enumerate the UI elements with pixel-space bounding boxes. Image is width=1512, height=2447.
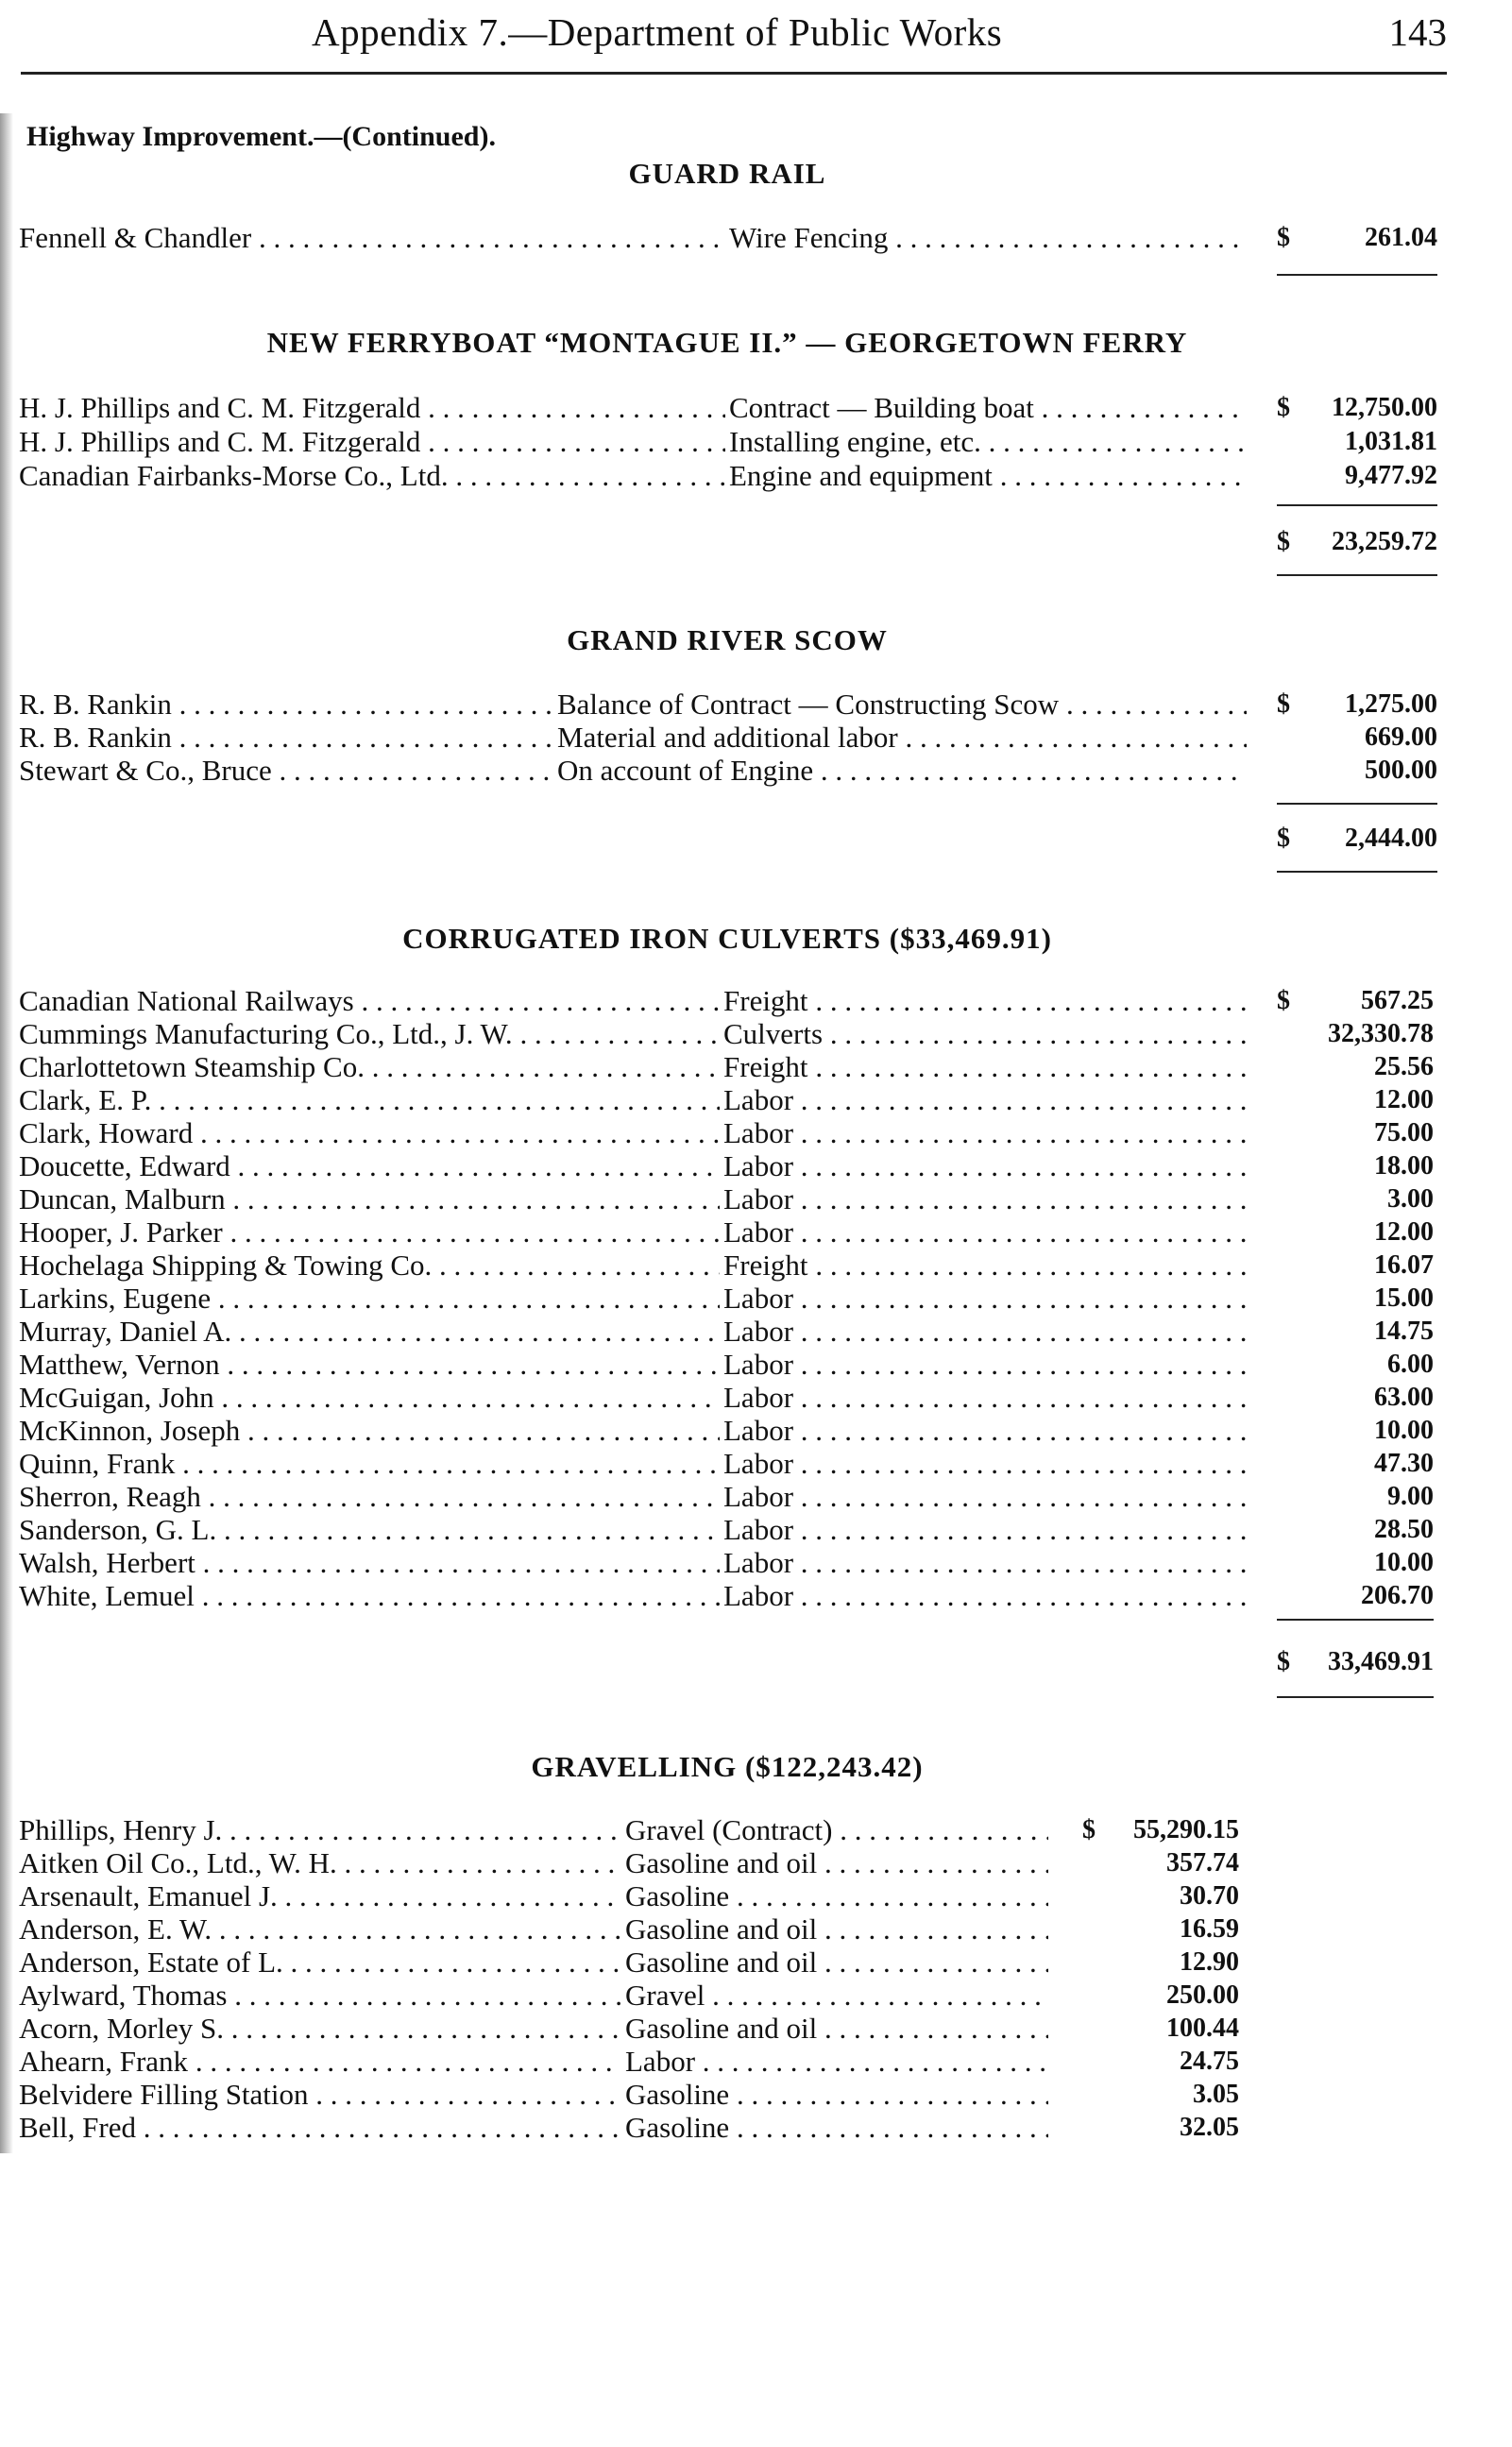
item-description: On account of Engine . . . [557, 754, 1247, 788]
dollar-sign: $ [1277, 986, 1290, 1015]
payee-name: McKinnon, Joseph . . . [19, 1414, 720, 1448]
dollar-sign: $ [1277, 393, 1290, 422]
amount: 28.50 [1374, 1515, 1434, 1544]
payee-name: R. B. Rankin . . . [19, 688, 553, 722]
amount: 14.75 [1374, 1317, 1434, 1346]
item-description: Freight . . . [723, 1249, 1247, 1283]
table-row [0, 2078, 1473, 2112]
item-description: Labor . . . [625, 2045, 1048, 2079]
ferryboat-title: NEW FERRYBOAT “MONTAGUE II.” — GEORGETOWN FERRY [266, 326, 1188, 359]
item-description: Labor . . . [723, 1116, 1247, 1150]
subtotal-rule [1277, 1619, 1434, 1621]
item-description: Gravel . . . [625, 1979, 1048, 2013]
item-description: Gasoline and oil . . . [625, 1846, 1048, 1880]
amount: 10.00 [1374, 1416, 1434, 1445]
payee-name: Clark, Howard . . . [19, 1116, 720, 1150]
table-row [0, 1879, 1473, 1913]
amount: 6.00 [1387, 1350, 1434, 1379]
table-row [0, 2012, 1473, 2046]
item-description: Contract — Building boat . . . [729, 391, 1247, 425]
total-rule [1277, 871, 1437, 873]
amount: 10.00 [1374, 1548, 1434, 1577]
table-row [0, 425, 1473, 459]
amount: 12.00 [1374, 1217, 1434, 1247]
page-header-title: Appendix 7.—Department of Public Works [312, 10, 1003, 54]
item-description: Freight . . . [723, 1050, 1247, 1084]
payee-name: Belvidere Filling Station . . . [19, 2078, 621, 2112]
payee-name: Canadian Fairbanks-Morse Co., Ltd. . . . [19, 459, 725, 493]
payee-name: White, Lemuel . . . [19, 1579, 720, 1613]
header-rule [21, 72, 1447, 75]
payee-name: Fennell & Chandler . . . [19, 221, 725, 255]
table-row [0, 1050, 1473, 1084]
amount: 9,477.92 [1345, 461, 1437, 490]
amount: 75.00 [1374, 1118, 1434, 1147]
payee-name: Canadian National Railways . . . [19, 984, 720, 1018]
item-description: Material and additional labor . . . [557, 721, 1247, 755]
subtotal-rule [1277, 803, 1437, 805]
payee-name: Quinn, Frank . . . [19, 1447, 720, 1481]
total-rule [1277, 574, 1437, 576]
section-total [1277, 1645, 1434, 1679]
amount: 47.30 [1374, 1449, 1434, 1478]
amount: 567.25 [1361, 986, 1434, 1015]
table-row [0, 1149, 1473, 1183]
amount: 32,330.78 [1328, 1019, 1434, 1048]
amount: 357.74 [1166, 1848, 1239, 1878]
table-row [0, 1480, 1473, 1514]
item-description: Labor . . . [723, 1083, 1247, 1117]
table-row [0, 721, 1473, 755]
table-row [0, 1017, 1473, 1051]
table-row [0, 688, 1473, 722]
amount: 25.56 [1374, 1052, 1434, 1081]
table-row [0, 1381, 1473, 1415]
payee-name: Sanderson, G. L. . . . [19, 1513, 720, 1547]
payee-name: R. B. Rankin . . . [19, 721, 553, 755]
table-row [0, 1946, 1473, 1980]
item-description: Gasoline . . . [625, 1879, 1048, 1913]
table-row [0, 221, 1473, 255]
table-row [0, 2111, 1473, 2145]
payee-name: Larkins, Eugene . . . [19, 1282, 720, 1316]
payee-name: Clark, E. P. . . . [19, 1083, 720, 1117]
total-amount: 23,259.72 [1332, 527, 1437, 556]
table-row [0, 1083, 1473, 1117]
amount: 18.00 [1374, 1151, 1434, 1181]
item-description: Gasoline . . . [625, 2078, 1048, 2112]
section-label: Highway Improvement.—(Continued). [26, 121, 496, 152]
item-description: Balance of Contract — Constructing Scow . . . [557, 688, 1247, 722]
payee-name: McGuigan, John . . . [19, 1381, 720, 1415]
payee-name: Ahearn, Frank . . . [19, 2045, 621, 2079]
amount: 12,750.00 [1332, 393, 1437, 422]
payee-name: Aylward, Thomas . . . [19, 1979, 621, 2013]
item-description: Labor . . . [723, 1414, 1247, 1448]
amount: 100.44 [1166, 2014, 1239, 2043]
amount: 15.00 [1374, 1283, 1434, 1313]
amount: 250.00 [1166, 1980, 1239, 2010]
item-description: Labor . . . [723, 1579, 1247, 1613]
amount: 12.00 [1374, 1085, 1434, 1114]
payee-name: Murray, Daniel A. . . . [19, 1315, 720, 1349]
table-row [0, 1182, 1473, 1216]
payee-name: Stewart & Co., Bruce . . . [19, 754, 553, 788]
item-description: Labor . . . [723, 1149, 1247, 1183]
section-total [1277, 525, 1437, 559]
payee-name: Duncan, Malburn . . . [19, 1182, 720, 1216]
payee-name: H. J. Phillips and C. M. Fitzgerald . . . [19, 391, 725, 425]
amount: 12.90 [1180, 1947, 1239, 1977]
gravelling-title: GRAVELLING ($122,243.42) [531, 1750, 924, 1783]
item-description: Labor . . . [723, 1546, 1247, 1580]
amount: 1,275.00 [1345, 689, 1437, 719]
table-row [0, 1813, 1473, 1847]
table-row [0, 1447, 1473, 1481]
total-amount: 2,444.00 [1345, 824, 1437, 853]
dollar-sign: $ [1277, 223, 1290, 252]
table-row [0, 984, 1473, 1018]
item-description: Gasoline and oil . . . [625, 1912, 1048, 1946]
payee-name: Aitken Oil Co., Ltd., W. H. . . . [19, 1846, 621, 1880]
item-description: Labor . . . [723, 1215, 1247, 1249]
payee-name: Hooper, J. Parker . . . [19, 1215, 720, 1249]
section-total [1277, 822, 1437, 856]
payee-name: Charlottetown Steamship Co. . . . [19, 1050, 720, 1084]
payee-name: Anderson, Estate of L. . . . [19, 1946, 621, 1980]
amount: 16.07 [1374, 1250, 1434, 1280]
total-dollar-sign: $ [1277, 824, 1290, 853]
item-description: Labor . . . [723, 1282, 1247, 1316]
amount: 32.05 [1180, 2113, 1239, 2142]
amount: 55,290.15 [1133, 1815, 1239, 1844]
table-row [0, 1579, 1473, 1613]
amount: 669.00 [1365, 722, 1437, 752]
dollar-sign: $ [1082, 1815, 1096, 1844]
payee-name: Phillips, Henry J. . . . [19, 1813, 621, 1847]
total-dollar-sign: $ [1277, 527, 1290, 556]
dollar-sign: $ [1277, 689, 1290, 719]
payee-name: Walsh, Herbert . . . [19, 1546, 720, 1580]
table-row [0, 1513, 1473, 1547]
amount: 30.70 [1180, 1881, 1239, 1911]
item-description: Engine and equipment . . . [729, 459, 1247, 493]
payee-name: Acorn, Morley S. . . . [19, 2012, 621, 2046]
table-row [0, 1249, 1473, 1283]
amount: 261.04 [1365, 223, 1437, 252]
table-row [0, 1282, 1473, 1316]
guard-rail-title: GUARD RAIL [628, 157, 826, 190]
table-row [0, 1414, 1473, 1448]
page-number: 143 [1388, 10, 1447, 54]
item-description: Gravel (Contract) . . . [625, 1813, 1048, 1847]
item-description: Labor . . . [723, 1315, 1247, 1349]
item-description: Labor . . . [723, 1348, 1247, 1382]
total-amount: 33,469.91 [1328, 1647, 1434, 1676]
amount: 500.00 [1365, 756, 1437, 785]
payee-name: Doucette, Edward . . . [19, 1149, 720, 1183]
amount: 3.00 [1387, 1184, 1434, 1214]
amount: 63.00 [1374, 1383, 1434, 1412]
table-row [0, 1348, 1473, 1382]
item-description: Installing engine, etc. . . . [729, 425, 1247, 459]
item-description: Labor . . . [723, 1381, 1247, 1415]
table-row [0, 459, 1473, 493]
item-description: Gasoline and oil . . . [625, 1946, 1048, 1980]
payee-name: H. J. Phillips and C. M. Fitzgerald . . . [19, 425, 725, 459]
item-description: Labor . . . [723, 1480, 1247, 1514]
amount: 3.05 [1193, 2080, 1239, 2109]
subtotal-rule [1277, 274, 1437, 276]
payee-name: Anderson, E. W. . . . [19, 1912, 621, 1946]
payee-name: Bell, Fred . . . [19, 2111, 621, 2145]
item-description: Gasoline and oil . . . [625, 2012, 1048, 2046]
table-row [0, 1215, 1473, 1249]
payee-name: Cummings Manufacturing Co., Ltd., J. W. . . . [19, 1017, 720, 1051]
table-row [0, 1315, 1473, 1349]
table-row [0, 754, 1473, 788]
table-row [0, 1912, 1473, 1946]
payee-name: Sherron, Reagh . . . [19, 1480, 720, 1514]
payee-name: Arsenault, Emanuel J. . . . [19, 1879, 621, 1913]
table-row [0, 2045, 1473, 2079]
payee-name: Hochelaga Shipping & Towing Co. . . . [19, 1249, 720, 1283]
amount: 24.75 [1180, 2047, 1239, 2076]
grand-river-title: GRAND RIVER SCOW [567, 623, 888, 656]
item-description: Culverts . . . [723, 1017, 1247, 1051]
amount: 16.59 [1180, 1914, 1239, 1944]
item-description: Labor . . . [723, 1513, 1247, 1547]
subtotal-rule [1277, 504, 1437, 506]
total-rule [1277, 1696, 1434, 1698]
table-row [0, 1116, 1473, 1150]
table-row [0, 391, 1473, 425]
item-description: Labor . . . [723, 1447, 1247, 1481]
table-row [0, 1846, 1473, 1880]
culverts-title: CORRUGATED IRON CULVERTS ($33,469.91) [402, 922, 1052, 955]
total-dollar-sign: $ [1277, 1647, 1290, 1676]
item-description: Gasoline . . . [625, 2111, 1048, 2145]
payee-name: Matthew, Vernon . . . [19, 1348, 720, 1382]
item-description: Freight . . . [723, 984, 1247, 1018]
amount: 1,031.81 [1345, 427, 1437, 456]
amount: 9.00 [1387, 1482, 1434, 1511]
item-description: Wire Fencing . . . [729, 221, 1247, 255]
item-description: Labor . . . [723, 1182, 1247, 1216]
amount: 206.70 [1361, 1581, 1434, 1610]
table-row [0, 1979, 1473, 2013]
table-row [0, 1546, 1473, 1580]
